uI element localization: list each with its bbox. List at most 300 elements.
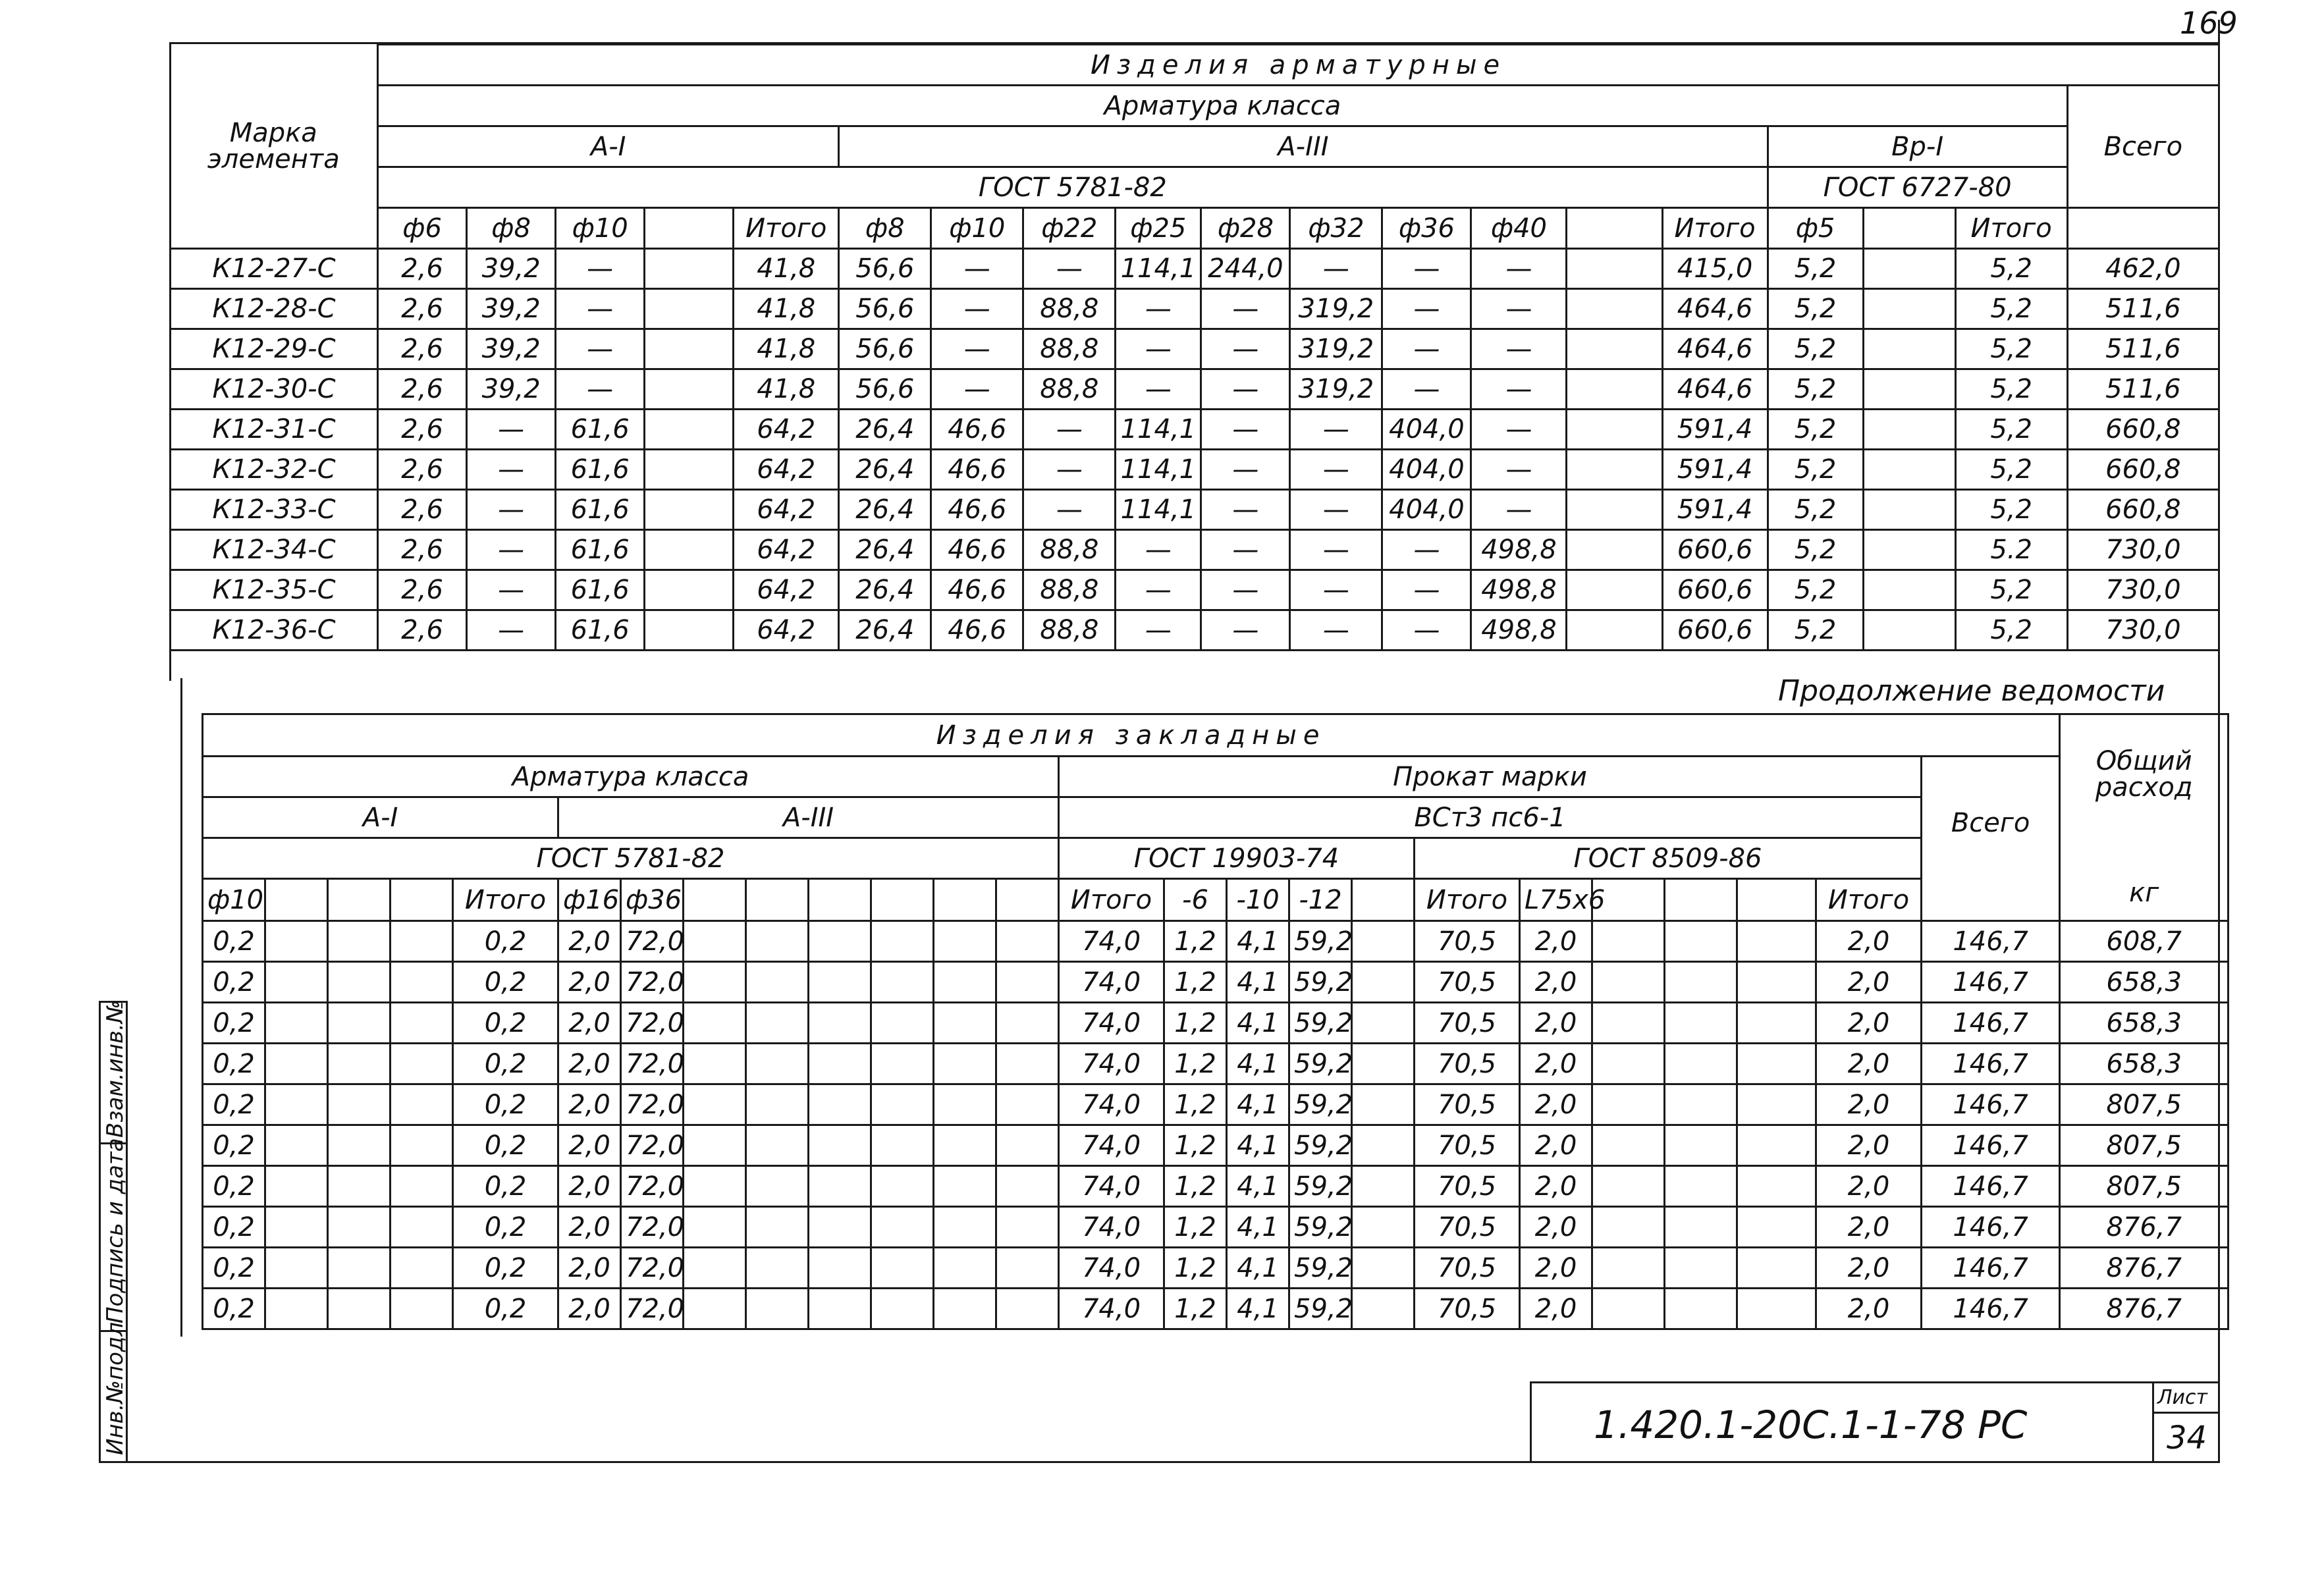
table-cell xyxy=(1567,369,1662,410)
table-cell xyxy=(684,1084,746,1125)
table-cell: 5,2 xyxy=(1768,249,1863,289)
table-cell: — xyxy=(1023,410,1116,450)
table-cell xyxy=(871,1125,934,1166)
table-cell: — xyxy=(1290,570,1382,610)
table-cell xyxy=(265,1166,328,1207)
table-cell: 660,8 xyxy=(2067,450,2219,490)
table-cell: 5,2 xyxy=(1955,450,2067,490)
table-cell: 46,6 xyxy=(931,570,1023,610)
table-cell: 59,2 xyxy=(1289,1207,1352,1248)
table-cell xyxy=(1863,570,1955,610)
table-cell: 2,0 xyxy=(1816,921,1922,962)
table-cell: 39,2 xyxy=(467,249,556,289)
table-cell: 876,7 xyxy=(2060,1207,2229,1248)
table-cell xyxy=(645,249,734,289)
table-cell xyxy=(934,1084,996,1125)
table-cell: 41,8 xyxy=(734,249,839,289)
table-cell xyxy=(934,1248,996,1289)
table-cell: 0,2 xyxy=(453,1125,558,1166)
table-cell: 88,8 xyxy=(1023,289,1116,329)
table-cell xyxy=(934,1044,996,1084)
table-cell: — xyxy=(1382,369,1471,410)
table-cell: — xyxy=(1290,249,1382,289)
table-cell: — xyxy=(556,329,645,369)
table-cell: 72,0 xyxy=(621,1044,684,1084)
table-cell: — xyxy=(1382,249,1471,289)
table-cell: 4,1 xyxy=(1227,1044,1289,1084)
table-cell xyxy=(1567,530,1662,570)
table-cell xyxy=(1737,1248,1816,1289)
table-cell xyxy=(746,962,809,1003)
gost-rolled-1: ГОСТ 19903-74 xyxy=(1059,838,1415,879)
bottom-column-header xyxy=(871,879,934,921)
table-cell xyxy=(645,289,734,329)
table-cell xyxy=(746,1003,809,1044)
table-cell xyxy=(934,921,996,962)
table-cell xyxy=(391,1003,453,1044)
table-cell xyxy=(684,921,746,962)
table-cell: — xyxy=(1471,369,1567,410)
table-cell: 64,2 xyxy=(734,530,839,570)
frame-bottom xyxy=(99,1461,2220,1463)
table-cell xyxy=(391,1084,453,1125)
table-cell xyxy=(1592,1125,1665,1166)
table-cell: 88,8 xyxy=(1023,369,1116,410)
table-cell xyxy=(1863,450,1955,490)
table-cell xyxy=(328,1248,391,1289)
table-cell: — xyxy=(931,289,1023,329)
table-cell xyxy=(1665,1044,1737,1084)
table-cell: 658,3 xyxy=(2060,962,2229,1003)
table-cell: 5,2 xyxy=(1768,450,1863,490)
stamp-sheet-number: 34 xyxy=(2167,1420,2207,1456)
table-cell: 2,0 xyxy=(1520,1207,1592,1248)
table-cell: 56,6 xyxy=(839,329,931,369)
table-cell: 5,2 xyxy=(1955,490,2067,530)
table-cell: 4,1 xyxy=(1227,1207,1289,1248)
table-cell: 74,0 xyxy=(1059,1125,1164,1166)
table-cell: 5,2 xyxy=(1768,410,1863,450)
table-cell: 114,1 xyxy=(1116,450,1201,490)
table-cell xyxy=(684,1248,746,1289)
table-cell xyxy=(1592,1289,1665,1329)
table-cell: 807,5 xyxy=(2060,1166,2229,1207)
table-cell xyxy=(746,1166,809,1207)
table-cell xyxy=(1665,1248,1737,1289)
table-cell xyxy=(871,962,934,1003)
table-cell: 498,8 xyxy=(1471,570,1567,610)
table-cell: 64,2 xyxy=(734,490,839,530)
table-cell: 26,4 xyxy=(839,410,931,450)
table-cell: 59,2 xyxy=(1289,1003,1352,1044)
table-cell: 46,6 xyxy=(931,450,1023,490)
table-cell xyxy=(809,1289,871,1329)
bottom-column-header xyxy=(328,879,391,921)
table-cell xyxy=(265,1207,328,1248)
table-cell: 2,0 xyxy=(558,1084,621,1125)
table-cell: 61,6 xyxy=(556,490,645,530)
table-cell: 2,0 xyxy=(1816,1248,1922,1289)
table-cell: 4,1 xyxy=(1227,1166,1289,1207)
table-cell xyxy=(746,1125,809,1166)
table-cell: 660,6 xyxy=(1662,530,1768,570)
element-mark: К12-36-С xyxy=(171,610,378,651)
table-cell: 72,0 xyxy=(621,1084,684,1125)
table-cell: — xyxy=(556,369,645,410)
table-cell xyxy=(996,1044,1059,1084)
table-cell xyxy=(328,1003,391,1044)
table-cell: 72,0 xyxy=(621,1207,684,1248)
table-cell: 876,7 xyxy=(2060,1289,2229,1329)
table-cell: 2,6 xyxy=(378,490,467,530)
table-cell: 56,6 xyxy=(839,289,931,329)
table-cell: 0,2 xyxy=(203,1125,265,1166)
table-cell: 2,0 xyxy=(1816,1084,1922,1125)
table-cell: 72,0 xyxy=(621,1125,684,1166)
bottom-column-header xyxy=(391,879,453,921)
table-cell: 1,2 xyxy=(1164,1125,1227,1166)
table-cell: — xyxy=(467,570,556,610)
table-cell: 88,8 xyxy=(1023,530,1116,570)
table-cell: 0,2 xyxy=(453,921,558,962)
table-cell xyxy=(996,962,1059,1003)
table-cell: 0,2 xyxy=(203,962,265,1003)
bottom-gost-a: ГОСТ 5781-82 xyxy=(203,838,1059,879)
table-cell: — xyxy=(1290,610,1382,651)
table-cell: 70,5 xyxy=(1415,1207,1520,1248)
bottom-column-header xyxy=(1737,879,1816,921)
element-mark: К12-29-С xyxy=(171,329,378,369)
table-cell: 70,5 xyxy=(1415,1289,1520,1329)
table-cell xyxy=(809,1084,871,1125)
table-cell xyxy=(1665,962,1737,1003)
table-cell xyxy=(645,369,734,410)
table-cell xyxy=(871,1003,934,1044)
table-cell: 2,0 xyxy=(1520,1044,1592,1084)
table-cell xyxy=(1863,610,1955,651)
top-column-header: ф25 xyxy=(1116,208,1201,249)
table-cell: — xyxy=(1201,610,1290,651)
table-cell: 72,0 xyxy=(621,962,684,1003)
table-cell: 88,8 xyxy=(1023,329,1116,369)
top-column-header xyxy=(1863,208,1955,249)
table-cell xyxy=(265,921,328,962)
table-cell: 41,8 xyxy=(734,289,839,329)
bottom-column-header xyxy=(746,879,809,921)
table-cell: 2,0 xyxy=(1816,1289,1922,1329)
table-cell xyxy=(328,1084,391,1125)
top-column-header xyxy=(1567,208,1662,249)
bottom-total-header: Всего xyxy=(1922,757,2060,921)
table-cell xyxy=(1352,921,1415,962)
table-cell: 114,1 xyxy=(1116,249,1201,289)
table-cell: — xyxy=(1290,450,1382,490)
bottom-column-header: L75x6 xyxy=(1520,879,1592,921)
table-cell xyxy=(1737,1207,1816,1248)
frame-inner-left xyxy=(180,678,182,1337)
table-cell: 591,4 xyxy=(1662,410,1768,450)
rebar-label: Арматура класса xyxy=(203,757,1059,797)
class-a3: А-III xyxy=(839,126,1768,167)
table-cell xyxy=(1567,610,1662,651)
table-cell: — xyxy=(1201,289,1290,329)
table-cell: — xyxy=(1290,530,1382,570)
bottom-table xyxy=(202,713,2229,1330)
bottom-column-header: -12 xyxy=(1289,879,1352,921)
table-cell: 4,1 xyxy=(1227,962,1289,1003)
table-cell: 2,0 xyxy=(558,1248,621,1289)
top-column-header: ф8 xyxy=(467,208,556,249)
top-column-header: ф22 xyxy=(1023,208,1116,249)
table-cell xyxy=(645,530,734,570)
table-cell xyxy=(328,1289,391,1329)
table-cell: 59,2 xyxy=(1289,1044,1352,1084)
table-cell: — xyxy=(1023,450,1116,490)
class-bp1: Вр-I xyxy=(1768,126,2067,167)
margin-label-inv: Инв.№подл xyxy=(102,1321,128,1455)
table-cell xyxy=(1592,1207,1665,1248)
table-cell: 5,2 xyxy=(1955,410,2067,450)
table-cell: 146,7 xyxy=(1922,1289,2060,1329)
table-cell xyxy=(265,1084,328,1125)
top-column-header: ф40 xyxy=(1471,208,1567,249)
table-cell xyxy=(996,1166,1059,1207)
table-cell: 0,2 xyxy=(203,1207,265,1248)
table-cell: 5,2 xyxy=(1955,369,2067,410)
element-mark: К12-34-С xyxy=(171,530,378,570)
table-cell: 2,0 xyxy=(1520,1166,1592,1207)
table-cell: — xyxy=(1382,530,1471,570)
table-cell xyxy=(391,962,453,1003)
table-cell: 74,0 xyxy=(1059,1248,1164,1289)
table-cell: 59,2 xyxy=(1289,1084,1352,1125)
table-cell xyxy=(684,1207,746,1248)
stamp-top xyxy=(1530,1381,2220,1383)
table-cell xyxy=(1737,1084,1816,1125)
table-cell: 0,2 xyxy=(453,962,558,1003)
top-subtitle: Арматура класса xyxy=(378,86,2068,126)
table-cell: 404,0 xyxy=(1382,410,1471,450)
table-cell: 72,0 xyxy=(621,1289,684,1329)
table-cell xyxy=(809,921,871,962)
table-cell: 61,6 xyxy=(556,410,645,450)
table-cell: 1,2 xyxy=(1164,921,1227,962)
table-cell xyxy=(1352,1289,1415,1329)
table-cell: 26,4 xyxy=(839,610,931,651)
table-cell xyxy=(1665,1084,1737,1125)
table-cell: 70,5 xyxy=(1415,962,1520,1003)
top-column-header: ф28 xyxy=(1201,208,1290,249)
table-cell: 74,0 xyxy=(1059,921,1164,962)
table-cell: — xyxy=(1023,249,1116,289)
table-cell: — xyxy=(1471,249,1567,289)
table-cell: — xyxy=(1201,490,1290,530)
table-cell: 319,2 xyxy=(1290,329,1382,369)
top-column-header: Итого xyxy=(734,208,839,249)
bottom-column-header xyxy=(809,879,871,921)
row-header-label: Марка элемента xyxy=(171,45,378,249)
table-cell xyxy=(391,1248,453,1289)
table-cell xyxy=(1737,1003,1816,1044)
table-cell xyxy=(1665,1207,1737,1248)
table-cell xyxy=(996,921,1059,962)
table-row xyxy=(203,1084,2229,1125)
table-cell: 74,0 xyxy=(1059,1166,1164,1207)
table-cell xyxy=(871,1289,934,1329)
table-cell: — xyxy=(1471,329,1567,369)
table-cell: — xyxy=(1201,570,1290,610)
table-cell xyxy=(1737,1125,1816,1166)
table-cell: 660,8 xyxy=(2067,410,2219,450)
table-cell: — xyxy=(1116,530,1201,570)
table-cell xyxy=(809,1166,871,1207)
table-cell xyxy=(391,1289,453,1329)
table-cell xyxy=(1567,450,1662,490)
table-cell: 59,2 xyxy=(1289,1125,1352,1166)
table-cell: 70,5 xyxy=(1415,1084,1520,1125)
table-cell: 146,7 xyxy=(1922,1248,2060,1289)
top-column-header: ф6 xyxy=(378,208,467,249)
table-cell: 26,4 xyxy=(839,490,931,530)
table-cell xyxy=(1567,289,1662,329)
table-cell xyxy=(684,1044,746,1084)
table-cell xyxy=(328,1125,391,1166)
table-cell: 88,8 xyxy=(1023,610,1116,651)
table-cell: 0,2 xyxy=(453,1289,558,1329)
table-cell xyxy=(1592,962,1665,1003)
table-cell: 4,1 xyxy=(1227,921,1289,962)
table-row xyxy=(203,1248,2229,1289)
table-cell: 61,6 xyxy=(556,530,645,570)
table-cell xyxy=(1863,249,1955,289)
table-cell xyxy=(265,1003,328,1044)
table-cell: 72,0 xyxy=(621,1166,684,1207)
table-cell: 498,8 xyxy=(1471,610,1567,651)
table-cell: 0,2 xyxy=(453,1084,558,1125)
table-cell: 114,1 xyxy=(1116,410,1201,450)
bottom-column-header: Итого xyxy=(1059,879,1164,921)
table-cell: 415,0 xyxy=(1662,249,1768,289)
table-cell: — xyxy=(467,450,556,490)
table-cell: 462,0 xyxy=(2067,249,2219,289)
unit-label: кг xyxy=(2129,878,2159,908)
table-row xyxy=(171,450,2219,490)
bottom-class-a1: А-I xyxy=(203,797,558,838)
table-cell: 2,0 xyxy=(558,1003,621,1044)
table-cell xyxy=(1352,1166,1415,1207)
table-cell xyxy=(746,1289,809,1329)
table-cell: 464,6 xyxy=(1662,289,1768,329)
top-column-header-blank xyxy=(2067,208,2219,249)
stamp-sheet-left xyxy=(2152,1381,2154,1462)
table-cell xyxy=(1352,962,1415,1003)
top-title: Изделия арматурные xyxy=(378,45,2219,86)
table-cell: — xyxy=(1382,610,1471,651)
table-cell xyxy=(328,1207,391,1248)
table-cell: — xyxy=(1023,490,1116,530)
table-cell: 2,0 xyxy=(558,1044,621,1084)
element-mark: К12-32-С xyxy=(171,450,378,490)
table-cell xyxy=(391,1207,453,1248)
table-cell: 46,6 xyxy=(931,530,1023,570)
table-row xyxy=(171,570,2219,610)
table-cell: 5,2 xyxy=(1768,610,1863,651)
table-cell: 2,0 xyxy=(1520,962,1592,1003)
table-cell: 2,6 xyxy=(378,610,467,651)
table-cell xyxy=(1592,1003,1665,1044)
bottom-column-header: -10 xyxy=(1227,879,1289,921)
table-cell: — xyxy=(1290,490,1382,530)
table-cell: — xyxy=(1116,570,1201,610)
table-cell: — xyxy=(1471,490,1567,530)
table-cell: 0,2 xyxy=(453,1166,558,1207)
table-cell: 72,0 xyxy=(621,921,684,962)
table-cell xyxy=(996,1289,1059,1329)
table-cell xyxy=(1592,1044,1665,1084)
table-cell: — xyxy=(1201,450,1290,490)
class-a1: А-I xyxy=(378,126,839,167)
table-cell: 2,0 xyxy=(1816,962,1922,1003)
table-cell: — xyxy=(1382,289,1471,329)
table-cell: 0,2 xyxy=(203,1084,265,1125)
table-cell: — xyxy=(931,249,1023,289)
table-cell xyxy=(1665,1289,1737,1329)
table-cell xyxy=(645,490,734,530)
table-cell: — xyxy=(1471,450,1567,490)
table-cell: 74,0 xyxy=(1059,1044,1164,1084)
table-cell: 5,2 xyxy=(1768,530,1863,570)
top-column-header: ф10 xyxy=(931,208,1023,249)
table-cell: 59,2 xyxy=(1289,1166,1352,1207)
table-cell xyxy=(1665,1003,1737,1044)
table-cell: 5,2 xyxy=(1955,570,2067,610)
table-cell xyxy=(746,921,809,962)
gost-a: ГОСТ 5781-82 xyxy=(378,167,1768,208)
table-cell: 2,0 xyxy=(1816,1166,1922,1207)
table-cell: 464,6 xyxy=(1662,329,1768,369)
table-cell xyxy=(871,1207,934,1248)
bottom-column-header xyxy=(265,879,328,921)
table-cell: 244,0 xyxy=(1201,249,1290,289)
table-cell xyxy=(1592,1248,1665,1289)
overall-label: Общий расход xyxy=(2095,746,2193,803)
table-cell: 1,2 xyxy=(1164,1207,1227,1248)
table-cell xyxy=(934,1003,996,1044)
top-column-header: ф36 xyxy=(1382,208,1471,249)
bottom-column-header xyxy=(1665,879,1737,921)
table-row xyxy=(171,369,2219,410)
table-cell: 2,6 xyxy=(378,530,467,570)
table-cell: 5,2 xyxy=(1768,289,1863,329)
table-cell: 46,6 xyxy=(931,610,1023,651)
bottom-title: Изделия закладные xyxy=(203,714,2060,757)
table-cell: 2,6 xyxy=(378,369,467,410)
gost-rolled-2: ГОСТ 8509-86 xyxy=(1415,838,1922,879)
table-cell: 70,5 xyxy=(1415,1166,1520,1207)
table-row xyxy=(171,329,2219,369)
table-cell: 74,0 xyxy=(1059,962,1164,1003)
table-cell xyxy=(391,1044,453,1084)
table-cell: 39,2 xyxy=(467,369,556,410)
table-cell: 2,0 xyxy=(1520,1084,1592,1125)
table-cell: 41,8 xyxy=(734,369,839,410)
table-cell: 0,2 xyxy=(203,1289,265,1329)
element-mark: К12-31-С xyxy=(171,410,378,450)
table-cell xyxy=(1352,1207,1415,1248)
table-cell xyxy=(746,1084,809,1125)
table-cell: — xyxy=(1382,570,1471,610)
table-cell: 146,7 xyxy=(1922,1003,2060,1044)
